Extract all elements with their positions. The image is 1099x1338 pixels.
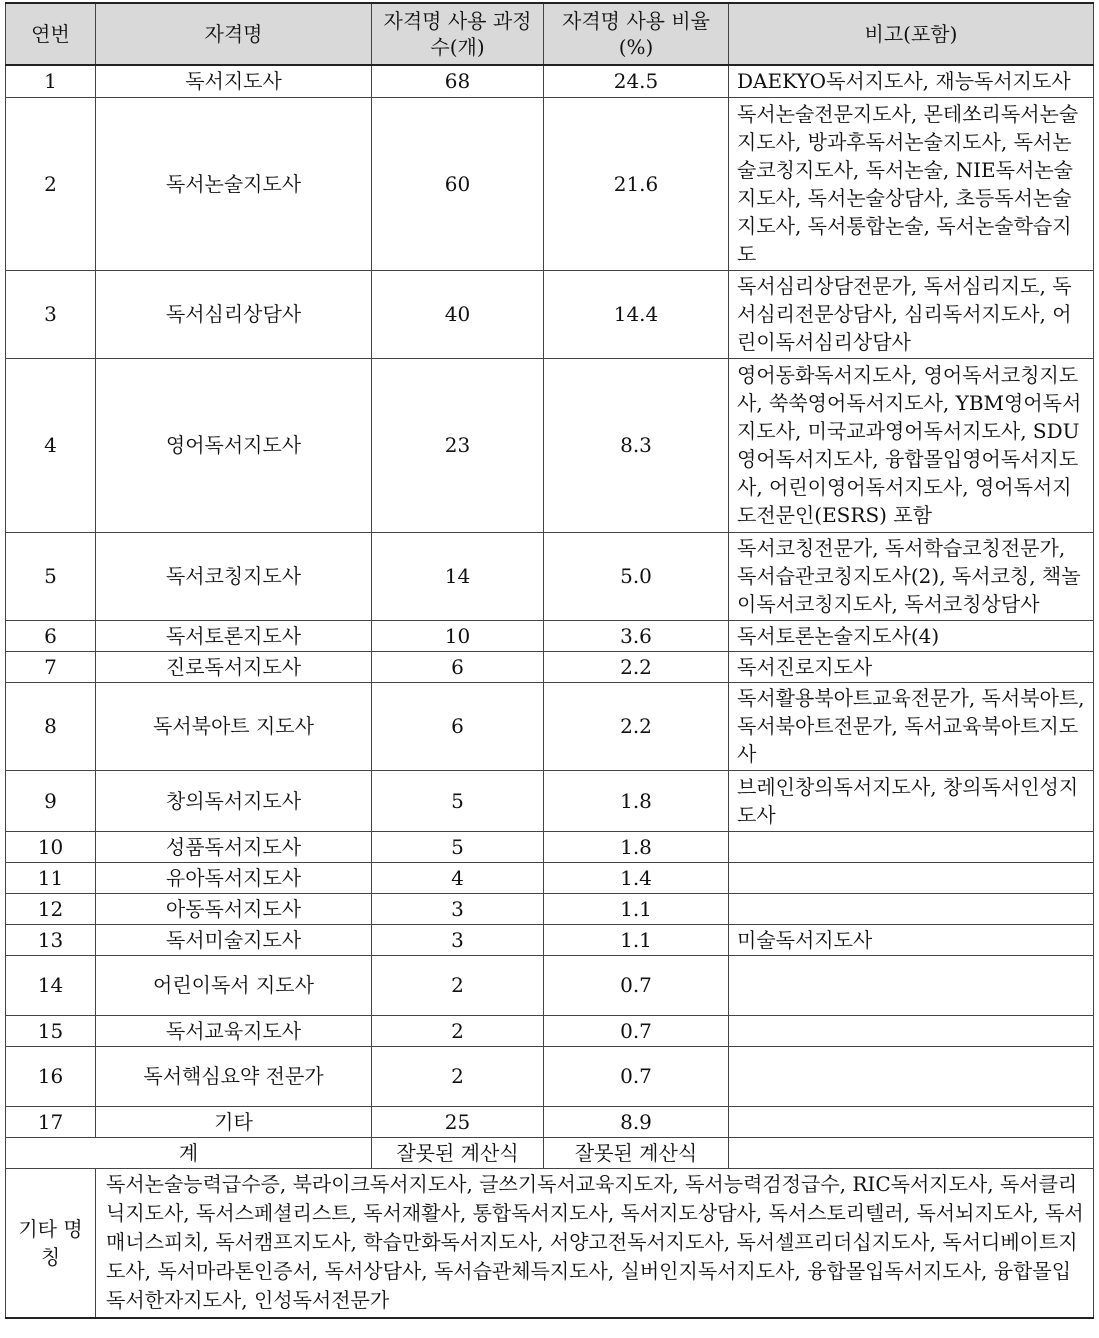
row-note: 영어동화독서지도사, 영어독서코칭지도사, 쑥쑥영어독서지도사, YBM영어독서지도사, 미국교과영어독서지도사, SDU영어독서지도사, 융합몰입영어독서지도사, 어린이영어독서지도사, 영어독서지도전문인(ESRS) 포함 (729, 358, 1094, 532)
row-name: 독서토론지도사 (96, 620, 372, 651)
row-no: 8 (6, 682, 96, 770)
row-no: 17 (6, 1106, 96, 1137)
row-name: 영어독서지도사 (96, 358, 372, 532)
row-ratio: 3.6 (544, 620, 729, 651)
row-name: 독서지도사 (96, 65, 372, 97)
table-row (6, 955, 1094, 1015)
row-note: 미술독서지도사 (729, 924, 1094, 955)
table-row (6, 924, 1094, 955)
row-count: 5 (372, 770, 544, 831)
row-name: 독서핵심요약 전문가 (96, 1046, 372, 1106)
row-no: 16 (6, 1046, 96, 1106)
etc-text: 독서논술능력급수증, 북라이크독서지도사, 글쓰기독서교육지도자, 독서능력검정급수, RIC독서지도사, 독서클리닉지도사, 독서스페셜리스트, 독서재활사, 통합독서지도사, 독서지도상담사, 독서스토리텔러, 독서뇌지도사, 독서매너스피치, 독서캠프지도사, 학습만화독서지도사, 서양고전독서지도사, 독서셀프리더십지도사, 독서디베이트지도사, 독서마라톤인증서, 독서상담사, 독서습관체득지도사, 실버인지독서지도사, 융합몰입독서지도사, 융합몰입독서한자지도사, 인성독서전문가 (96, 1168, 1094, 1318)
table-row (6, 1046, 1094, 1106)
row-note (729, 1046, 1094, 1106)
etc-label: 기타 명칭 (6, 1168, 96, 1318)
row-note: 독서심리상담전문가, 독서심리지도, 독서심리전문상담사, 심리독서지도사, 어린이독서심리상담사 (729, 270, 1094, 358)
row-name: 기타 (96, 1106, 372, 1137)
table-row (6, 620, 1094, 651)
row-note: DAEKYO독서지도사, 재능독서지도사 (729, 65, 1094, 97)
row-count: 2 (372, 1015, 544, 1046)
row-note: 브레인창의독서지도사, 창의독서인성지도사 (729, 770, 1094, 831)
row-no: 10 (6, 831, 96, 862)
table-row (6, 831, 1094, 862)
qualification-table (5, 2, 1094, 1319)
row-note: 독서코칭전문가, 독서학습코칭전문가, 독서습관코칭지도사(2), 독서코칭, 책놀이독서코칭지도사, 독서코칭상담사 (729, 532, 1094, 620)
row-name: 창의독서지도사 (96, 770, 372, 831)
row-ratio: 1.1 (544, 924, 729, 955)
row-count: 40 (372, 270, 544, 358)
row-ratio: 14.4 (544, 270, 729, 358)
row-note: 독서활용북아트교육전문가, 독서북아트, 독서북아트전문가, 독서교육북아트지도사 (729, 682, 1094, 770)
row-no: 6 (6, 620, 96, 651)
row-note (729, 831, 1094, 862)
row-ratio: 5.0 (544, 532, 729, 620)
row-ratio: 1.4 (544, 862, 729, 893)
row-count: 68 (372, 65, 544, 97)
table-row (6, 270, 1094, 358)
row-note (729, 955, 1094, 1015)
row-name: 아동독서지도사 (96, 893, 372, 924)
table-row (6, 1015, 1094, 1046)
header-name: 자격명 (96, 3, 372, 65)
total-note (729, 1137, 1094, 1168)
header-ratio: 자격명 사용 비율 (%) (544, 3, 729, 65)
row-no: 2 (6, 97, 96, 270)
row-count: 3 (372, 924, 544, 955)
row-note: 독서토론논술지도사(4) (729, 620, 1094, 651)
header-note: 비고(포함) (729, 3, 1094, 65)
header-no: 연번 (6, 3, 96, 65)
row-count: 60 (372, 97, 544, 270)
total-label: 계 (6, 1137, 372, 1168)
row-name: 독서심리상담사 (96, 270, 372, 358)
row-ratio: 1.1 (544, 893, 729, 924)
row-ratio: 0.7 (544, 1015, 729, 1046)
table-row (6, 651, 1094, 682)
row-count: 2 (372, 955, 544, 1015)
row-no: 5 (6, 532, 96, 620)
row-count: 6 (372, 682, 544, 770)
row-name: 독서북아트 지도사 (96, 682, 372, 770)
row-ratio: 21.6 (544, 97, 729, 270)
row-no: 1 (6, 65, 96, 97)
row-name: 독서교육지도사 (96, 1015, 372, 1046)
table-row (6, 770, 1094, 831)
row-ratio: 2.2 (544, 651, 729, 682)
row-name: 진로독서지도사 (96, 651, 372, 682)
row-note (729, 862, 1094, 893)
row-name: 유아독서지도사 (96, 862, 372, 893)
row-note (729, 1015, 1094, 1046)
row-name: 독서코칭지도사 (96, 532, 372, 620)
qualification-table-container (5, 2, 1093, 1319)
row-count: 4 (372, 862, 544, 893)
row-name: 성품독서지도사 (96, 831, 372, 862)
table-row (6, 893, 1094, 924)
table-row (6, 1106, 1094, 1137)
row-name: 어린이독서 지도사 (96, 955, 372, 1015)
row-no: 12 (6, 893, 96, 924)
row-count: 3 (372, 893, 544, 924)
table-row (6, 97, 1094, 270)
row-note: 독서논술전문지도사, 몬테쏘리독서논술지도사, 방과후독서논술지도사, 독서논술코칭지도사, 독서논술, NIE독서논술지도사, 독서논술상담사, 초등독서논술지도사, 독서통합논술, 독서논술학습지도 (729, 97, 1094, 270)
row-no: 7 (6, 651, 96, 682)
row-no: 4 (6, 358, 96, 532)
table-row (6, 65, 1094, 97)
row-no: 3 (6, 270, 96, 358)
total-row (6, 1137, 1094, 1168)
total-count: 잘못된 계산식 (372, 1137, 544, 1168)
row-ratio: 0.7 (544, 1046, 729, 1106)
table-row (6, 682, 1094, 770)
header-row (6, 3, 1094, 65)
row-count: 10 (372, 620, 544, 651)
row-ratio: 1.8 (544, 831, 729, 862)
table-row (6, 532, 1094, 620)
row-note (729, 893, 1094, 924)
row-no: 11 (6, 862, 96, 893)
row-count: 14 (372, 532, 544, 620)
row-note: 독서진로지도사 (729, 651, 1094, 682)
table-row (6, 862, 1094, 893)
row-ratio: 2.2 (544, 682, 729, 770)
header-count: 자격명 사용 과정수(개) (372, 3, 544, 65)
table-row (6, 358, 1094, 532)
row-no: 9 (6, 770, 96, 831)
row-count: 2 (372, 1046, 544, 1106)
row-ratio: 24.5 (544, 65, 729, 97)
row-ratio: 8.3 (544, 358, 729, 532)
row-count: 5 (372, 831, 544, 862)
row-ratio: 1.8 (544, 770, 729, 831)
row-note (729, 1106, 1094, 1137)
etc-row (6, 1168, 1094, 1318)
row-name: 독서논술지도사 (96, 97, 372, 270)
row-count: 6 (372, 651, 544, 682)
total-ratio: 잘못된 계산식 (544, 1137, 729, 1168)
row-count: 23 (372, 358, 544, 532)
row-name: 독서미술지도사 (96, 924, 372, 955)
row-no: 15 (6, 1015, 96, 1046)
row-ratio: 0.7 (544, 955, 729, 1015)
row-count: 25 (372, 1106, 544, 1137)
row-ratio: 8.9 (544, 1106, 729, 1137)
row-no: 13 (6, 924, 96, 955)
row-no: 14 (6, 955, 96, 1015)
